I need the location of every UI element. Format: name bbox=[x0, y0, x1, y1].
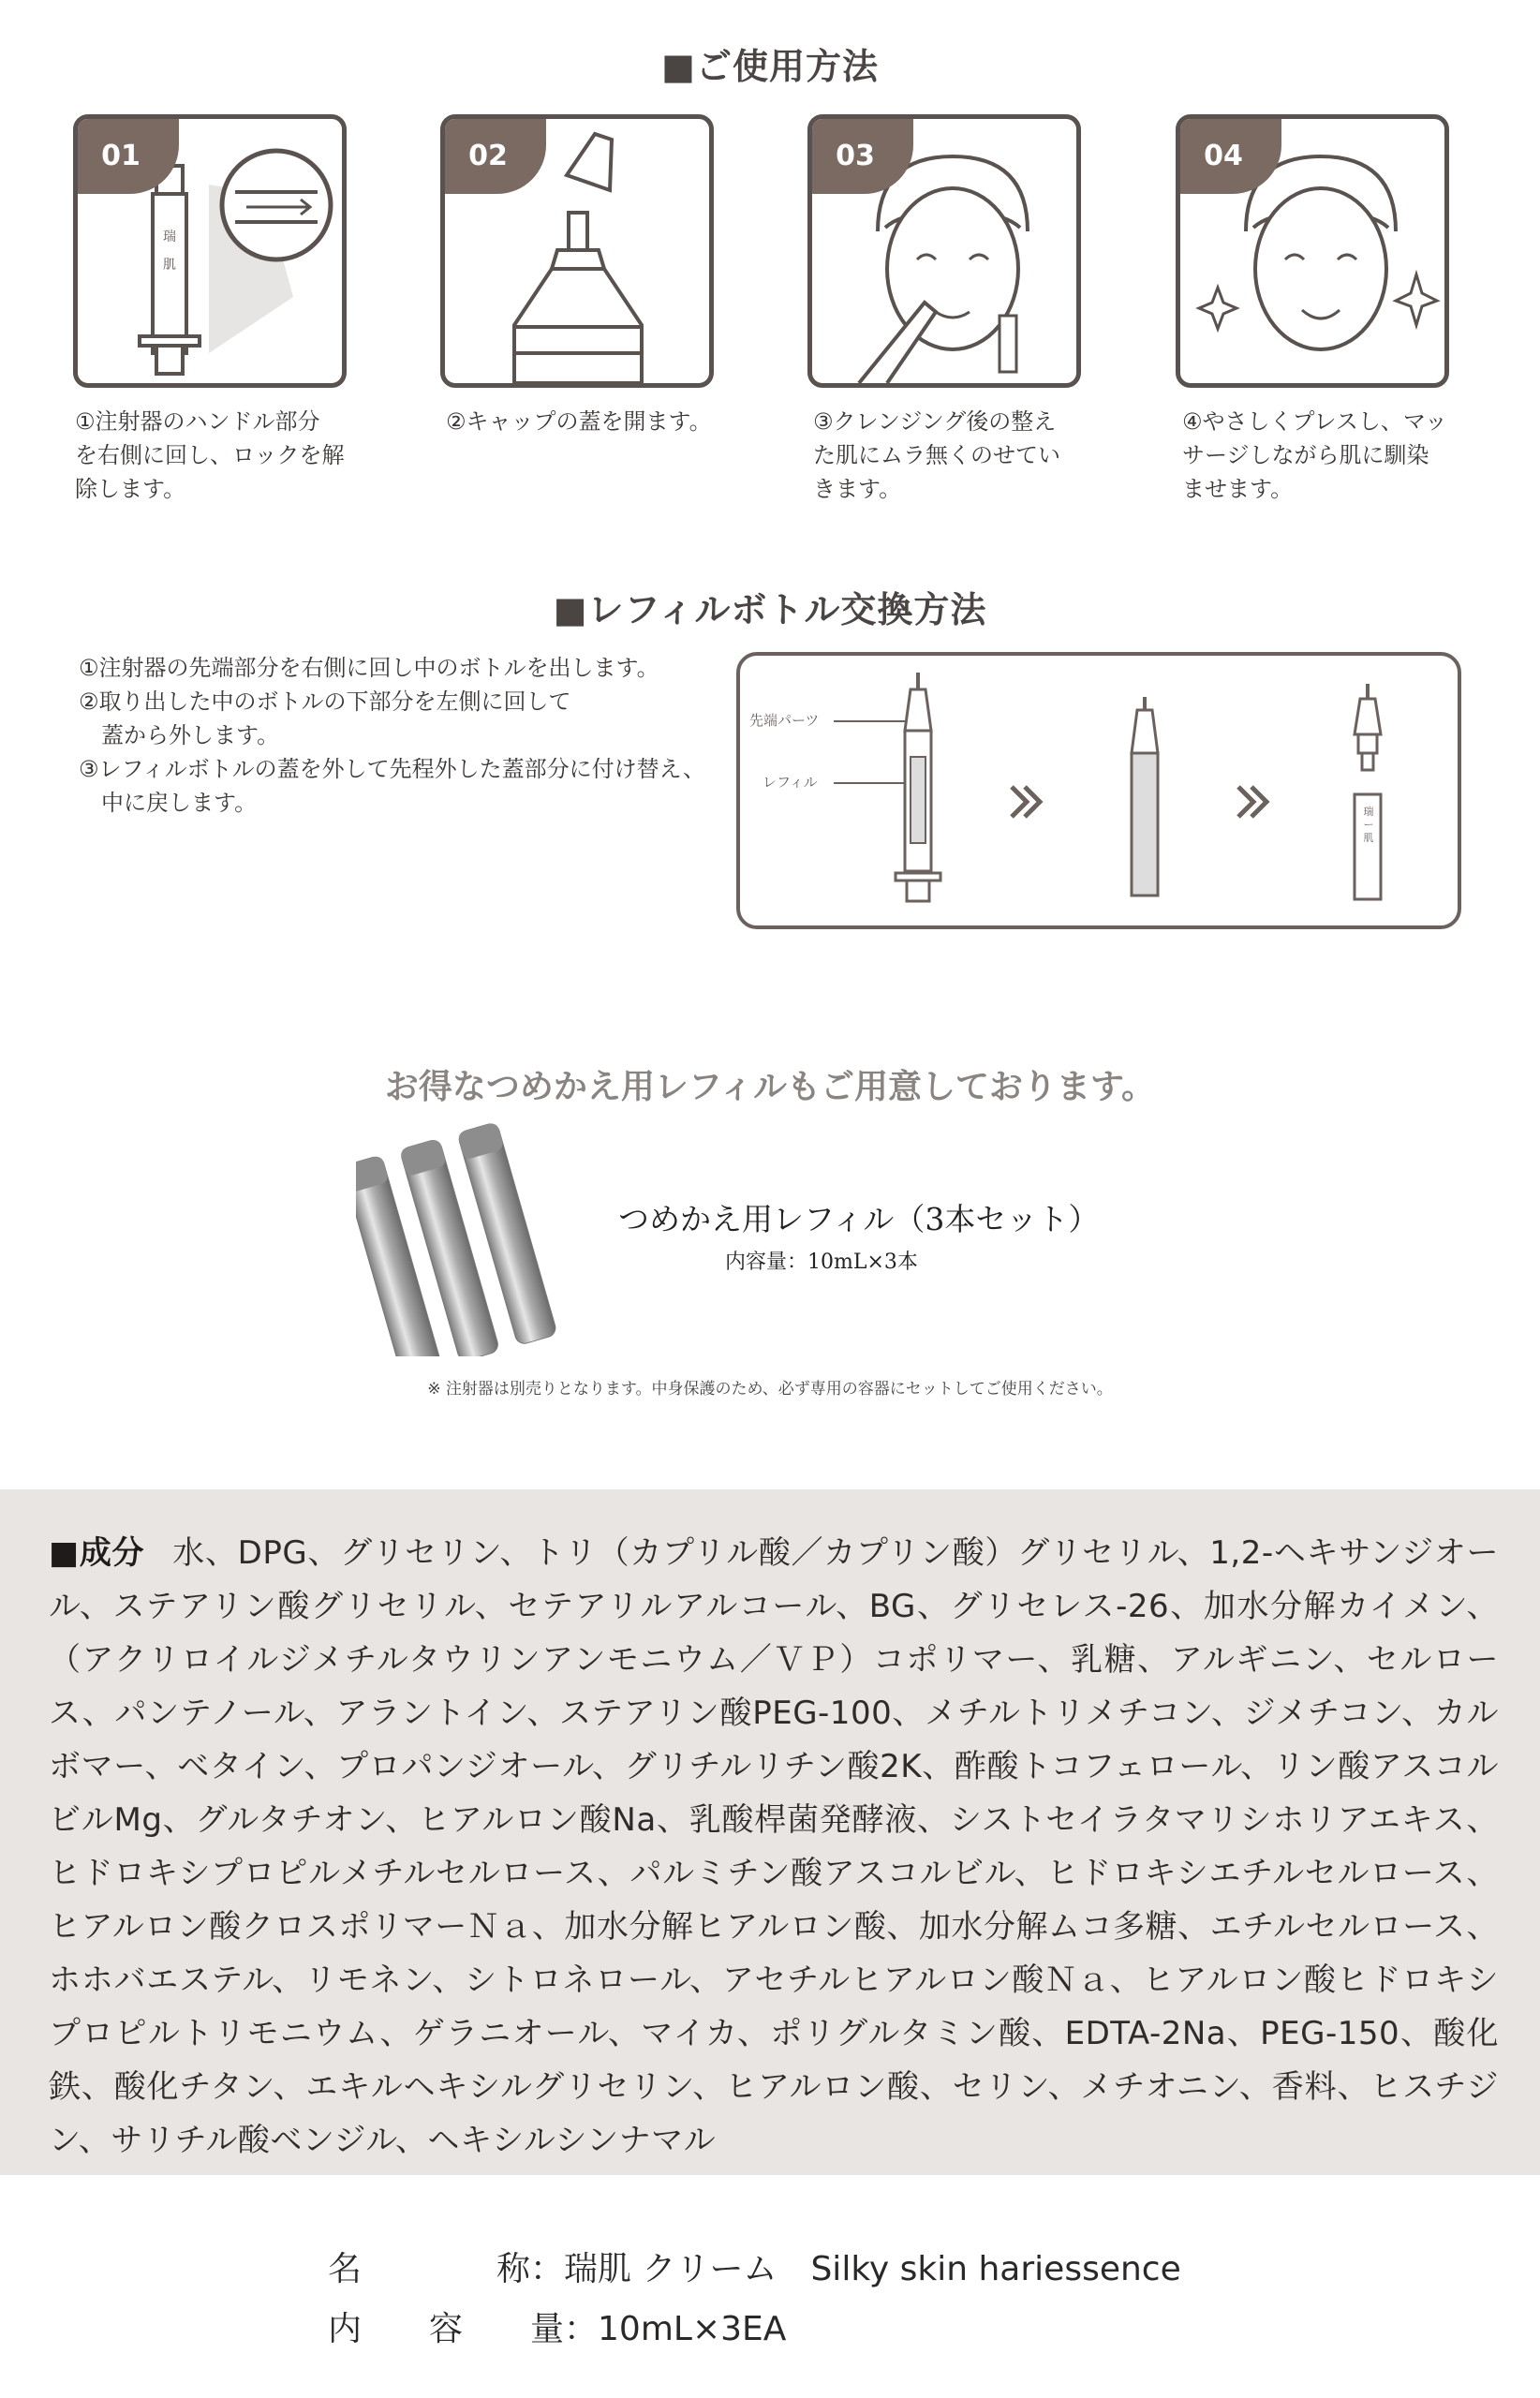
usage-title: ■ご使用方法 bbox=[661, 46, 879, 87]
step-text-04 bbox=[1182, 405, 1482, 506]
step-text-line: 除します。 bbox=[75, 476, 186, 502]
refill-product-name: つめかえ用レフィル（3本セット） bbox=[618, 1201, 1100, 1237]
ingredients-list: 水、DPG、グリセリン、トリ（カプリル酸／カプリン酸）グリセリル、1,2-ヘキサンジオール、ステアリン酸グリセリル、セテアリルアルコール、BG、グリセレス-26、加水分解カイメン、（アクリロイルジメチルタウリンアンモニウム／ＶＰ）コポリマー、乳糖、アルギニン、セルロース、パンテノール、アラントイン、ステアリン酸PEG-100、メチルトリメチコン、ジメチコン、カルボマー、ベタイン、プロパンジオール、グリチルリチン酸2K、酢酸トコフェロール、リン酸アスコルビルMg、グルタチオン、ヒアルロン酸Na、乳酸桿菌発酵液、シストセイラタマリシホリアエキス、ヒドロキシプロピルメチルセルロース、パルミチン酸アスコルビル、ヒドロキシエチルセルロース、ヒアルロン酸クロスポリマーＮａ、加水分解ヒアルロン酸、加水分解ムコ多糖、エチルセルロース、ホホバエステル、リモネン、シトロネロール、アセチルヒアルロン酸Ｎａ、ヒアルロン酸ヒドロキシプロピルトリモニウム、ゲラニオール、マイカ、ポリグルタミン酸、EDTA-2Na、PEG-150、酸化鉄、酸化チタン、エキルヘキシルグリセリン、ヒアルロン酸、セリン、メチオニン、香料、ヒスチジン、サリチル酸ベンジル、ヘキシルシンナマル bbox=[49, 1534, 1500, 2159]
step-text-line: ませます。 bbox=[1182, 476, 1294, 502]
spec-content-row bbox=[328, 2302, 786, 2350]
refill-step-line: 蓋から外します。 bbox=[79, 722, 280, 748]
step-card-03 bbox=[807, 114, 1081, 388]
step-text-line: ①注射器のハンドル部分 bbox=[75, 408, 320, 435]
spec-name-value: 瑞肌 クリーム Silky skin hariessence bbox=[564, 2250, 1181, 2288]
ingredients-label: ■成分 bbox=[49, 1534, 145, 1572]
step-text-line: ③クレンジング後の整え bbox=[813, 408, 1057, 435]
refill-steps bbox=[79, 651, 734, 820]
step-text-01 bbox=[75, 405, 375, 506]
step-number-badge: 03 bbox=[810, 117, 913, 194]
ingredients-panel bbox=[0, 1489, 1540, 2175]
spec-name-row bbox=[328, 2243, 1181, 2290]
refill-step-line: ③レフィルボトルの蓋を外して先程外した蓋部分に付け替え、 bbox=[79, 756, 706, 782]
refill-bottles-image bbox=[356, 1122, 600, 1356]
refill-step-line: ②取り出した中のボトルの下部分を左側に回して bbox=[79, 688, 571, 715]
spec-content-label: 内 容 量： bbox=[328, 2310, 599, 2348]
step-number-badge: 01 bbox=[76, 117, 179, 194]
step-text-02 bbox=[446, 405, 746, 438]
refill-part-label: レフィル bbox=[763, 774, 818, 791]
step-text-line: きます。 bbox=[813, 476, 902, 502]
refill-step-line: 中に戻します。 bbox=[79, 790, 258, 816]
step-text-line: を右側に回し、ロックを解 bbox=[75, 442, 345, 468]
refill-product-content: 内容量：10mL×3本 bbox=[725, 1251, 918, 1274]
refill-diagram bbox=[736, 652, 1461, 929]
ingredients-text bbox=[49, 1527, 1499, 2168]
step-text-line: た肌にムラ無くのせてい bbox=[813, 442, 1060, 468]
syringe-note: ※ 注射器は別売りとなります。中身保護のため、必ず専用の容器にセットしてご使用ください。 bbox=[427, 1380, 1113, 1399]
step-text-line: ②キャップの蓋を開ます。 bbox=[446, 408, 712, 435]
svg-text:瑞: 瑞 bbox=[163, 229, 176, 244]
refill-diagram-art bbox=[740, 656, 1458, 925]
step-card-01 bbox=[73, 114, 347, 388]
step-card-02 bbox=[440, 114, 714, 388]
refill-step-line: ①注射器の先端部分を右側に回し中のボトルを出します。 bbox=[79, 655, 659, 681]
step-number-badge: 04 bbox=[1178, 117, 1281, 194]
refill-title: ■レフィルボトル交換方法 bbox=[553, 589, 987, 630]
promo-title: お得なつめかえ用レフィルもご用意しております。 bbox=[384, 1067, 1156, 1106]
tip-part-label: 先端パーツ bbox=[749, 712, 820, 729]
step-card-04 bbox=[1176, 114, 1449, 388]
step-text-line: サージしながら肌に馴染 bbox=[1182, 442, 1429, 468]
step-text-03 bbox=[813, 405, 1113, 506]
bottle-label: 瑞ー肌 bbox=[1363, 806, 1374, 844]
spec-content-value: 10mL×3EA bbox=[598, 2310, 787, 2348]
step-number-badge: 02 bbox=[443, 117, 546, 194]
step-text-line: ④やさしくプレスし、マッ bbox=[1182, 408, 1447, 435]
spec-name-label: 名 称： bbox=[328, 2250, 565, 2288]
svg-text:肌: 肌 bbox=[163, 258, 176, 273]
